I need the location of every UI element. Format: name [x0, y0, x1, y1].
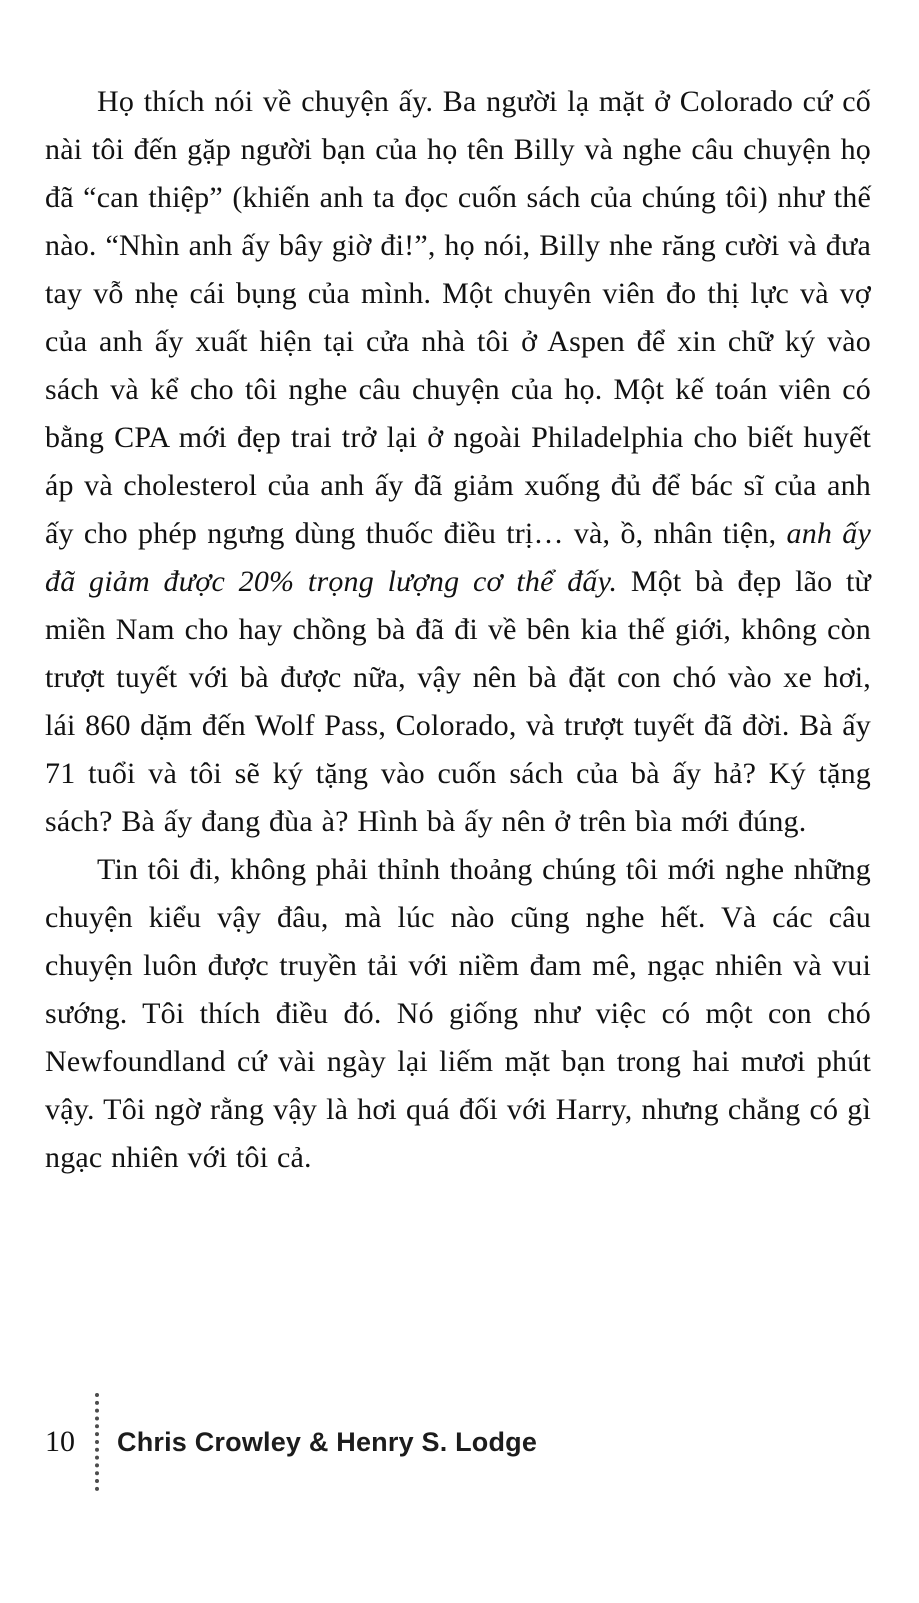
paragraph-1-italic-phrase: anh ấy đã giảm được 20% trọng lượng cơ thể đấy.: [45, 517, 871, 598]
paragraph-1: [45, 78, 871, 846]
paragraph-2: Tin tôi đi, không phải thỉnh thoảng chúng tôi mới nghe những chuyện kiểu vậy đâu, mà lúc nào cũng nghe hết. Và các câu chuyện luôn được truyền tải với niềm đam mê, ngạc nhiên và vui sướng. Tôi thích điều đó. Nó giống như việc có một con chó Newfoundland cứ vài ngày lại liếm mặt bạn trong hai mươi phút vậy. Tôi ngờ rằng vậy là hơi quá đối với Harry, nhưng chẳng có gì ngạc nhiên với tôi cả.: [45, 853, 871, 1174]
paragraph-1-text-after: Một bà đẹp lão từ miền Nam cho hay chồng bà đã đi về bên kia thế giới, không còn trượt tuyết với bà được nữa, vậy nên bà đặt con chó vào xe hơi, lái 860 dặm đến Wolf Pass, Colorado, và trượt tuyết đã đời. Bà ấy 71 tuổi và tôi sẽ ký tặng vào cuốn sách của bà ấy hả? Ký tặng sách? Bà ấy đang đùa à? Hình bà ấy nên ở trên bìa mới đúng.: [45, 565, 871, 838]
footer-dotted-divider: [95, 1393, 99, 1491]
paragraph-1-text-before: Họ thích nói về chuyện ấy. Ba người lạ mặt ở Colorado cứ cố nài tôi đến gặp người bạn của họ tên Billy và nghe câu chuyện họ đã “can thiệp” (khiến anh ta đọc cuốn sách của chúng tôi) như thế nào. “Nhìn anh ấy bây giờ đi!”, họ nói, Billy nhe răng cười và đưa tay vỗ nhẹ cái bụng của mình. Một chuyên viên đo thị lực và vợ của anh ấy xuất hiện tại cửa nhà tôi ở Aspen để xin chữ ký vào sách và kể cho tôi nghe câu chuyện của họ. Một kế toán viên có bằng CPA mới đẹp trai trở lại ở ngoài Philadelphia cho biết huyết áp và cholesterol của anh ấy đã giảm xuống đủ để bác sĩ của anh ấy cho phép ngưng dùng thuốc điều trị… và, ồ, nhân tiện,: [45, 85, 871, 550]
page-footer: [45, 1393, 537, 1491]
footer-authors: Chris Crowley & Henry S. Lodge: [117, 1426, 538, 1457]
page-number: 10: [45, 1425, 75, 1458]
